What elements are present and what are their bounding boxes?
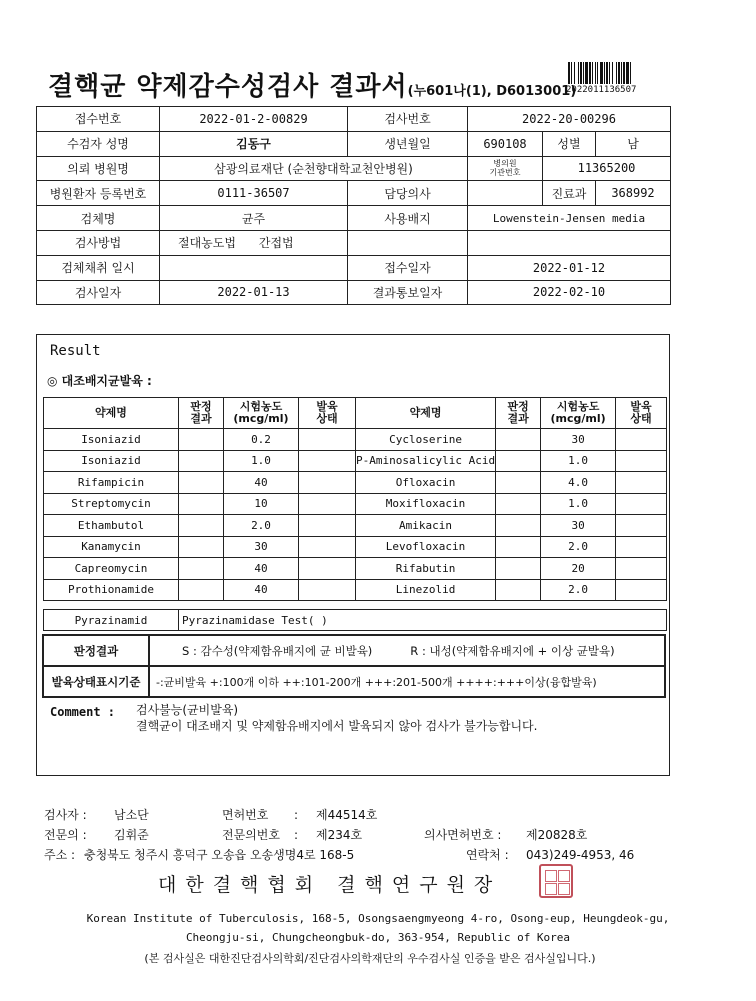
growth-status-right xyxy=(616,472,667,494)
table-row xyxy=(44,536,667,558)
birth-label: 생년월일 xyxy=(348,131,468,156)
comment-label: Comment : xyxy=(50,705,116,719)
seal-mark xyxy=(545,870,557,882)
concentration-right: 2.0 xyxy=(541,536,616,558)
birth-date: 690108 xyxy=(468,131,543,156)
drug-name-right: Moxifloxacin xyxy=(356,493,496,515)
judge-r: R : 내성(약제함유배지에 + 이상 균발육) xyxy=(410,643,615,658)
certification-note: (본 검사실은 대한진단검사의학회/진단검사의학재단의 우수검사실 인증을 받은 검사실입니다.) xyxy=(144,952,596,965)
judge-criteria xyxy=(149,635,665,666)
growth-h2: 상태 xyxy=(630,412,652,425)
institute-address-en-1: Korean Institute of Tuberculosis, 168-5, Osongsaengmyeong 4-ro, Osong-eup, Heungdeok-gu, xyxy=(86,912,670,925)
drug-name-left: Isoniazid xyxy=(44,450,179,472)
result-title: Result xyxy=(50,343,101,359)
concentration-left: 0.2 xyxy=(224,429,299,451)
sex: 남 xyxy=(596,131,671,156)
drug-name-left: Capreomycin xyxy=(44,558,179,580)
tester: 남소단 xyxy=(114,808,149,822)
col-judge-right xyxy=(496,398,541,429)
method-label: 검사방법 xyxy=(37,230,160,255)
seal-mark xyxy=(558,870,570,882)
conc-h2: (mcg/ml) xyxy=(550,412,606,425)
test-date-label: 검사일자 xyxy=(37,280,160,305)
empty-cell xyxy=(348,230,468,255)
growth-status-left xyxy=(299,515,356,537)
method-absolute: 절대농도법 xyxy=(178,236,236,251)
concentration-right: 30 xyxy=(541,429,616,451)
drug-name-left: Kanamycin xyxy=(44,536,179,558)
seal-mark xyxy=(558,883,570,895)
contact: 043)249-4953, 46 xyxy=(526,848,635,862)
drug-name-right: Ofloxacin xyxy=(356,472,496,494)
col-growth-right xyxy=(616,398,667,429)
official-seal xyxy=(539,864,573,898)
judge-result-right xyxy=(496,429,541,451)
growth-status-right xyxy=(616,536,667,558)
concentration-right: 30 xyxy=(541,515,616,537)
judge-result-left xyxy=(179,558,224,580)
growth-status-left xyxy=(299,493,356,515)
drug-name-left: Streptomycin xyxy=(44,493,179,515)
growth-status-right xyxy=(616,450,667,472)
inst-code-label-2: 기관번호 xyxy=(489,168,521,178)
drug-name-right: Amikacin xyxy=(356,515,496,537)
institute-address-en-2: Cheongju-si, Chungcheongbuk-do, 363-954, Republic of Korea xyxy=(185,931,571,944)
inst-code: 11365200 xyxy=(543,156,671,181)
hospital-name: 삼광의료재단 (순천향대학교천안병원) xyxy=(160,156,468,181)
growth-status-right xyxy=(616,493,667,515)
inst-code-label xyxy=(468,156,543,181)
growth-h2: 상태 xyxy=(316,412,338,425)
growth-status-left xyxy=(299,429,356,451)
table-row xyxy=(44,493,667,515)
judge-result-right xyxy=(496,472,541,494)
doctor xyxy=(468,181,543,206)
table-header-row xyxy=(44,398,667,429)
susceptibility-table xyxy=(43,397,667,601)
growth-status-right xyxy=(616,429,667,451)
drug-name-right: P-Aminosalicylic Acid xyxy=(356,450,496,472)
medium: Lowenstein-Jensen media xyxy=(468,206,671,231)
concentration-left: 30 xyxy=(224,536,299,558)
dept: 368992 xyxy=(596,181,671,206)
method xyxy=(160,230,348,255)
colon: : xyxy=(294,808,299,822)
drug-name-right: Rifabutin xyxy=(356,558,496,580)
address-label: 주소 : xyxy=(44,848,76,862)
comment-line-2: 결핵균이 대조배지 및 약제함유배지에서 발육되지 않아 검사가 불가능합니다. xyxy=(136,719,538,733)
inst-code-label-1: 병의원 xyxy=(493,159,517,169)
concentration-left: 2.0 xyxy=(224,515,299,537)
empty-cell xyxy=(468,230,671,255)
tester-label: 검사자 : xyxy=(44,808,87,822)
report-date: 2022-02-10 xyxy=(468,280,671,305)
doc-license: 제20828호 xyxy=(526,828,588,842)
growth-status-left xyxy=(299,450,356,472)
license: 제44514호 xyxy=(316,808,378,822)
table-row xyxy=(44,579,667,601)
address: 충청북도 청주시 흥덕구 오송읍 오송생명4로 168-5 xyxy=(84,848,355,862)
chart-no-label: 병원환자 등록번호 xyxy=(37,181,160,206)
table-row xyxy=(44,450,667,472)
conc-h1: 시험농도 xyxy=(239,400,283,413)
doc-license-label: 의사면허번호 : xyxy=(424,828,502,842)
concentration-left: 1.0 xyxy=(224,450,299,472)
medium-label: 사용배지 xyxy=(348,206,468,231)
barcode-icon xyxy=(568,62,656,84)
judge-result-left xyxy=(179,493,224,515)
patient-info-table xyxy=(36,106,671,305)
judge-result-right xyxy=(496,536,541,558)
pyrazinamide-table xyxy=(43,609,667,631)
seal-mark xyxy=(545,883,557,895)
drug-name-left: Prothionamide xyxy=(44,579,179,601)
judge-criteria-label: 판정결과 xyxy=(43,635,149,666)
result-section xyxy=(36,334,670,776)
table-row xyxy=(44,558,667,580)
criteria-table xyxy=(42,634,666,698)
receipt-date: 2022-01-12 xyxy=(468,255,671,280)
specimen: 균주 xyxy=(160,206,348,231)
collect-label: 검체채취 일시 xyxy=(37,255,160,280)
drug-name-left: Isoniazid xyxy=(44,429,179,451)
pza-label: Pyrazinamid xyxy=(44,610,179,631)
table-row xyxy=(44,429,667,451)
judge-result-left xyxy=(179,472,224,494)
growth-status-right xyxy=(616,558,667,580)
growth-status-left xyxy=(299,536,356,558)
sex-label: 성별 xyxy=(543,131,596,156)
doctor-label: 담당의사 xyxy=(348,181,468,206)
table-row xyxy=(44,472,667,494)
growth-status-left xyxy=(299,579,356,601)
growth-criteria-label: 발육상태표시기준 xyxy=(43,666,149,697)
judge-h1: 판정 xyxy=(507,400,529,413)
growth-status-right xyxy=(616,515,667,537)
growth-criteria: -:균비발육 +:100개 이하 ++:101-200개 +++:201-500개 ++++:+++이상(융합발육) xyxy=(149,666,665,697)
col-drug-left: 약제명 xyxy=(44,398,179,429)
concentration-left: 40 xyxy=(224,579,299,601)
receipt-no: 2022-01-2-00829 xyxy=(160,107,348,132)
specimen-label: 검체명 xyxy=(37,206,160,231)
pza-test: Pyrazinamidase Test( ) xyxy=(179,610,667,631)
conc-h2: (mcg/ml) xyxy=(233,412,289,425)
comment-line-1: 검사불능(균비발육) xyxy=(136,703,239,717)
concentration-right: 20 xyxy=(541,558,616,580)
dept-label: 진료과 xyxy=(543,181,596,206)
concentration-left: 40 xyxy=(224,472,299,494)
contact-label: 연락처 : xyxy=(466,848,509,862)
specialist: 김휘준 xyxy=(114,828,149,842)
judge-result-left xyxy=(179,450,224,472)
judge-h2: 결과 xyxy=(507,412,529,425)
collect-date xyxy=(160,255,348,280)
document-title xyxy=(48,66,576,103)
drug-name-right: Linezolid xyxy=(356,579,496,601)
concentration-left: 40 xyxy=(224,558,299,580)
method-indirect: 간접법 xyxy=(258,236,294,251)
control-culture-label: ◎ 대조배지균발육 : xyxy=(47,374,152,388)
license-label: 면허번호 xyxy=(222,808,269,822)
receipt-no-label: 접수번호 xyxy=(37,107,160,132)
judge-result-left xyxy=(179,536,224,558)
col-judge-left xyxy=(179,398,224,429)
growth-status-left xyxy=(299,558,356,580)
institute-director: 대한결핵협회 결핵연구원장 xyxy=(158,874,502,896)
concentration-right: 4.0 xyxy=(541,472,616,494)
chart-no: 0111-36507 xyxy=(160,181,348,206)
test-no: 2022-20-00296 xyxy=(468,107,671,132)
receipt-date-label: 접수일자 xyxy=(348,255,468,280)
hospital-label: 의뢰 병원명 xyxy=(37,156,160,181)
comment-text xyxy=(136,702,537,734)
conc-h1: 시험농도 xyxy=(556,400,600,413)
drug-name-right: Cycloserine xyxy=(356,429,496,451)
table-row xyxy=(44,515,667,537)
growth-h1: 발육 xyxy=(630,400,652,413)
judge-result-right xyxy=(496,493,541,515)
growth-h1: 발육 xyxy=(316,400,338,413)
report-date-label: 결과통보일자 xyxy=(348,280,468,305)
concentration-right: 2.0 xyxy=(541,579,616,601)
judge-h1: 판정 xyxy=(190,400,212,413)
drug-name-right: Levofloxacin xyxy=(356,536,496,558)
judge-result-right xyxy=(496,515,541,537)
specialist-label: 전문의 : xyxy=(44,828,87,842)
judge-result-right xyxy=(496,558,541,580)
judge-result-right xyxy=(496,579,541,601)
spec-no-label: 전문의번호 xyxy=(222,828,280,842)
judge-result-left xyxy=(179,429,224,451)
col-conc-left xyxy=(224,398,299,429)
judge-result-left xyxy=(179,515,224,537)
concentration-right: 1.0 xyxy=(541,493,616,515)
drug-name-left: Rifampicin xyxy=(44,472,179,494)
col-growth-left xyxy=(299,398,356,429)
test-no-label: 검사번호 xyxy=(348,107,468,132)
judge-h2: 결과 xyxy=(190,412,212,425)
col-conc-right xyxy=(541,398,616,429)
concentration-right: 1.0 xyxy=(541,450,616,472)
barcode-number: 2022011136507 xyxy=(566,85,637,95)
title-text: 결핵균 약제감수성검사 결과서 xyxy=(48,72,408,102)
judge-result-right xyxy=(496,450,541,472)
concentration-left: 10 xyxy=(224,493,299,515)
growth-status-left xyxy=(299,472,356,494)
test-date: 2022-01-13 xyxy=(160,280,348,305)
spec-no: 제234호 xyxy=(316,828,363,842)
drug-name-left: Ethambutol xyxy=(44,515,179,537)
growth-status-right xyxy=(616,579,667,601)
patient-label: 수검자 성명 xyxy=(37,131,160,156)
col-drug-right: 약제명 xyxy=(356,398,496,429)
patient-name: 김동구 xyxy=(160,131,348,156)
judge-s: S : 감수성(약제함유배지에 균 비발육) xyxy=(182,643,373,658)
title-code: (누601나(1), D6013001) xyxy=(407,84,577,99)
colon: : xyxy=(294,828,299,842)
judge-result-left xyxy=(179,579,224,601)
